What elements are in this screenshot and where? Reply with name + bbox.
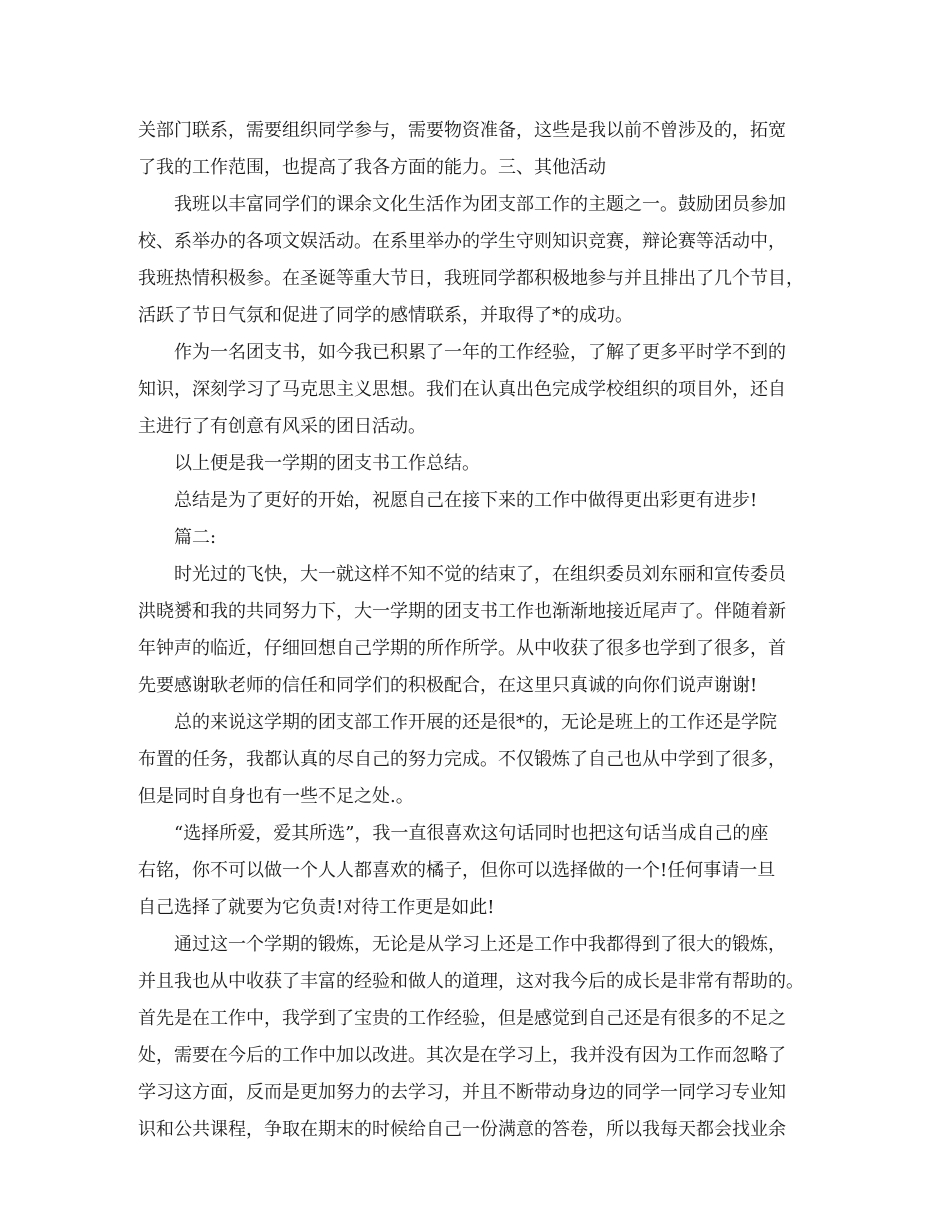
- text-line: 并且我也从中收获了丰富的经验和做人的道理，这对我今后的成长是非常有帮助的。: [138, 971, 804, 992]
- text-line: 知识，深刻学习了马克思主义思想。我们在认真出色完成学校组织的项目外，还自: [138, 379, 786, 400]
- text-line: 洪晓赟和我的共同努力下，大一学期的团支书工作也渐渐地接近尾声了。伴随着新: [138, 601, 786, 622]
- text-line: 布置的任务，我都认真的尽自己的努力完成。不仅锻炼了自己也从中学到了很多，: [138, 749, 786, 770]
- text-line: 学习这方面，反而是更加努力的去学习，并且不断带动身边的同学一同学习专业知: [138, 1082, 786, 1103]
- text-line: 右铭，你不可以做一个人人都喜欢的橘子，但你可以选择做的一个!任何事请一旦: [138, 860, 776, 881]
- section-heading: 篇二:: [174, 527, 217, 548]
- paragraph-start-line: 总结是为了更好的开始，祝愿自己在接下来的工作中做得更出彩更有进步!: [174, 490, 758, 511]
- text-line: 处，需要在今后的工作中加以改进。其次是在学习上，我并没有因为工作而忽略了: [138, 1045, 786, 1066]
- text-line: 了我的工作范围，也提高了我各方面的能力。三、其他活动: [138, 157, 606, 178]
- text-line: 先要感谢耿老师的信任和同学们的积极配合，在这里只真诚的向你们说声谢谢!: [138, 675, 758, 696]
- paragraph-start-line: 时光过的飞快，大一就这样不知不觉的结束了，在组织委员刘东丽和宣传委员: [174, 564, 786, 585]
- paragraph-start-line: 总的来说这学期的团支部工作开展的还是很*的，无论是班上的工作还是学院: [174, 712, 777, 733]
- text-line: 校、系举办的各项文娱活动。在系里举办的学生守则知识竞赛，辩论赛等活动中，: [138, 231, 786, 252]
- text-line: 我班热情积极参。在圣诞等重大节日，我班同学都积极地参与并且排出了几个节目，: [138, 268, 804, 289]
- paragraph-start-line: “选择所爱，爱其所选”，我一直很喜欢这句话同时也把这句话当成自己的座: [174, 823, 769, 844]
- text-line: 但是同时自身也有一些不足之处.。: [138, 786, 414, 807]
- paragraph-start-line: 以上便是我一学期的团支书工作总结。: [174, 453, 480, 474]
- text-line: 识和公共课程，争取在期末的时候给自己一份满意的答卷，所以我每天都会找业余: [138, 1119, 786, 1140]
- text-line: 关部门联系，需要组织同学参与，需要物资准备，这些是我以前不曾涉及的，拓宽: [138, 120, 786, 141]
- document-body: [138, 112, 818, 1148]
- paragraph-start-line: 通过这一个学期的锻炼，无论是从学习上还是工作中我都得到了很大的锻炼，: [174, 934, 786, 955]
- paragraph-start-line: 我班以丰富同学们的课余文化生活作为团支部工作的主题之一。鼓励团员参加: [174, 194, 786, 215]
- text-line: 年钟声的临近，仔细回想自己学期的所作所学。从中收获了很多也学到了很多，首: [138, 638, 786, 659]
- text-line: 首先是在工作中，我学到了宝贵的工作经验，但是感觉到自己还是有很多的不足之: [138, 1008, 786, 1029]
- text-line: 活跃了节日气氛和促进了同学的感情联系，并取得了*的成功。: [138, 305, 633, 326]
- text-line: 自己选择了就要为它负责!对待工作更是如此!: [138, 897, 495, 918]
- paragraph-start-line: 作为一名团支书，如今我已积累了一年的工作经验，了解了更多平时学不到的: [174, 342, 786, 363]
- text-line: 主进行了有创意有风采的团日活动。: [138, 416, 426, 437]
